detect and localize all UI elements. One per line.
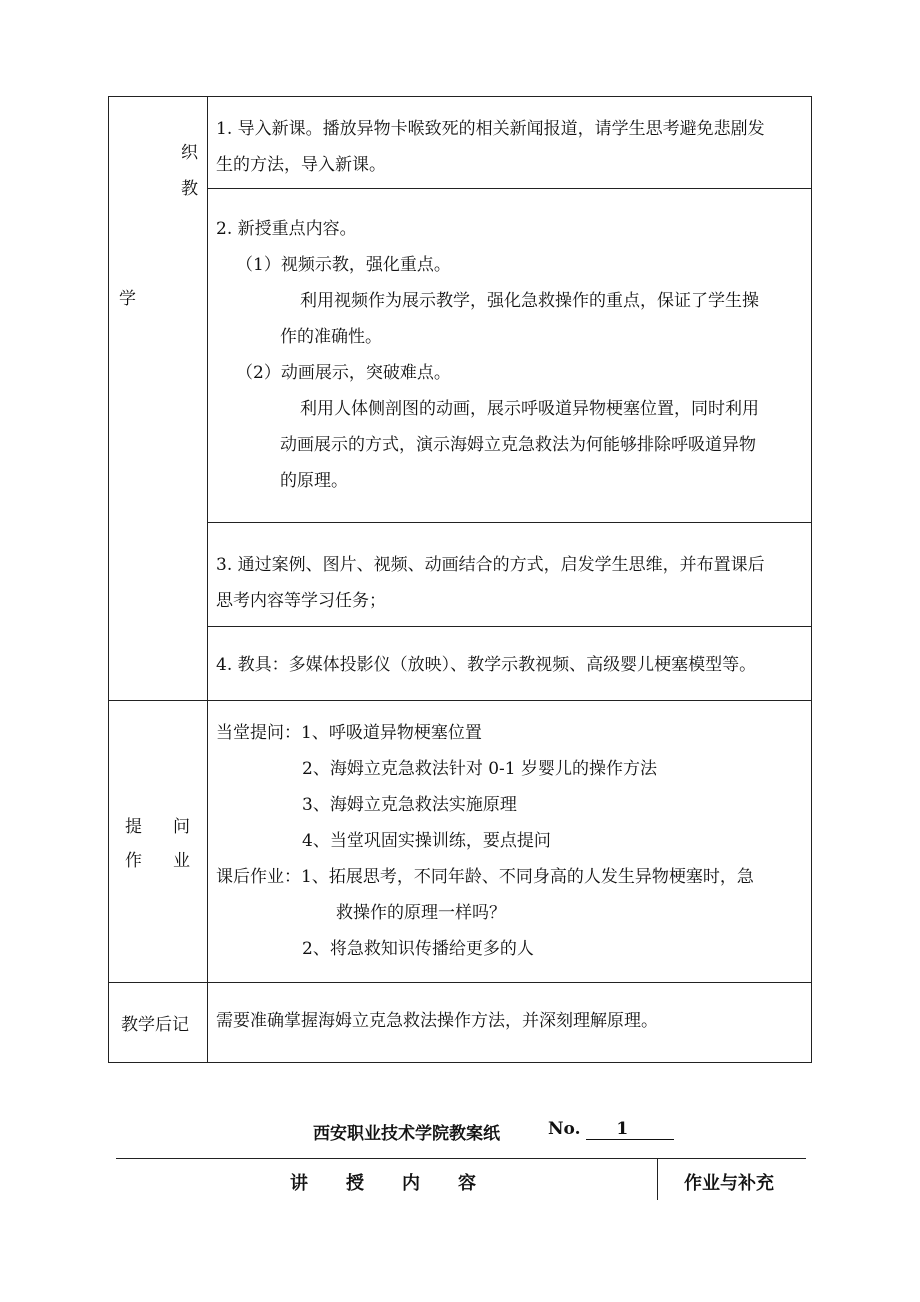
s3-line1: 3. 通过案例、图片、视频、动画结合的方式，启发学生思维，并布置课后 <box>216 555 765 575</box>
afterword-cell <box>208 983 812 1063</box>
hdr-char-2: 授 <box>346 1173 364 1194</box>
label-ye: 业 <box>173 851 190 871</box>
q-head: 当堂提问：1、呼吸道异物梗塞位置 <box>216 723 482 743</box>
organization-label-cell <box>109 97 208 701</box>
label-zuo: 作 <box>125 851 142 871</box>
lesson-plan-table <box>108 96 812 1063</box>
footer-title: 西安职业技术学院教案纸 <box>313 1124 500 1144</box>
footer-divider <box>657 1158 658 1200</box>
hw-head: 课后作业：1、拓展思考，不同年龄、不同身高的人发生异物梗塞时，急 <box>216 867 754 887</box>
s1-line2: 生的方法，导入新课。 <box>216 155 386 175</box>
hw-cont: 救操作的原理一样吗？ <box>336 903 506 923</box>
questions-cell <box>208 701 812 983</box>
afterword-text: 需要准确掌握海姆立克急救法操作方法，并深刻理解原理。 <box>216 1011 658 1031</box>
s2-sub2-p3: 的原理。 <box>280 471 348 491</box>
afterword-label-cell <box>109 983 208 1063</box>
section-1-cell <box>208 97 812 189</box>
s2-sub1: （1）视频示教，强化重点。 <box>236 255 451 275</box>
footer-number <box>548 1119 674 1140</box>
s2-title: 2. 新授重点内容。 <box>216 219 357 239</box>
label-ti: 提 <box>125 817 142 837</box>
homework-header: 作业与补充 <box>684 1173 774 1194</box>
label-wen: 问 <box>173 817 190 837</box>
q4: 4、当堂巩固实操训练，要点提问 <box>302 831 551 851</box>
label-jiao: 教 <box>181 179 198 199</box>
label-afterword: 教学后记 <box>121 1015 189 1035</box>
s2-sub2-p2: 动画展示的方式，演示海姆立克急救法为何能够排除呼吸道异物 <box>280 435 756 455</box>
section-3-cell <box>208 523 812 627</box>
footer-no-label: No. <box>548 1119 581 1139</box>
s2-sub1-p2: 作的准确性。 <box>280 327 382 347</box>
s3-line2: 思考内容等学习任务； <box>216 591 386 611</box>
q2: 2、海姆立克急救法针对 0-1 岁婴儿的操作方法 <box>302 759 657 779</box>
label-zhi: 织 <box>181 143 198 163</box>
s4-line1: 4. 教具：多媒体投影仪（放映）、教学示教视频、高级婴儿梗塞模型等。 <box>216 655 757 675</box>
footer-no-value: 1 <box>586 1119 674 1140</box>
questions-label-cell <box>109 701 208 983</box>
hdr-char-3: 内 <box>402 1173 420 1194</box>
hdr-char-1: 讲 <box>290 1173 308 1194</box>
s2-sub2: （2）动画展示，突破难点。 <box>236 363 451 383</box>
hdr-char-4: 容 <box>458 1173 476 1194</box>
footer-rule <box>116 1158 806 1159</box>
s1-line1: 1. 导入新课。播放异物卡喉致死的相关新闻报道，请学生思考避免悲剧发 <box>216 119 765 139</box>
s2-sub2-p1: 利用人体侧剖图的动画，展示呼吸道异物梗塞位置，同时利用 <box>300 399 759 419</box>
section-2-cell <box>208 189 812 523</box>
q3: 3、海姆立克急救法实施原理 <box>302 795 517 815</box>
section-4-cell <box>208 627 812 701</box>
label-xue: 学 <box>119 289 136 309</box>
s2-sub1-p1: 利用视频作为展示教学，强化急救操作的重点，保证了学生操 <box>300 291 759 311</box>
hw2: 2、将急救知识传播给更多的人 <box>302 939 534 959</box>
lecture-content-header <box>290 1169 514 1195</box>
